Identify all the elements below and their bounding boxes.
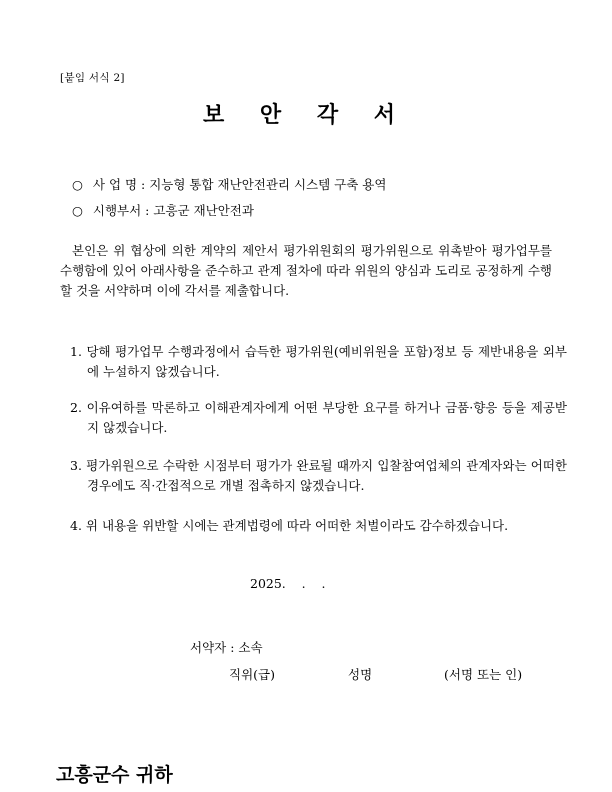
info-department-text: 시행부서 : 고흥군 재난안전과	[92, 203, 254, 218]
document-title: 보 안 각 서	[203, 103, 409, 128]
signer-position: 직위(급)	[229, 667, 275, 682]
signer-seal: (서명 또는 인)	[444, 667, 523, 682]
circle-bullet-icon: ○	[72, 177, 83, 192]
pledge-item-1: 1. 당해 평가업무 수행과정에서 습득한 평가위원(예비위원을 포함)정보 등 제반내용을 외부에 누설하지 않겠습니다.	[70, 344, 567, 379]
circle-bullet-icon: ○	[72, 203, 83, 218]
signer-affiliation: 서약자 : 소속	[190, 640, 263, 655]
info-department	[72, 201, 254, 219]
intro-paragraph: 본인은 위 협상에 의한 계약의 제안서 평가위원회의 평가위원으로 위촉받아 평가업무를 수행함에 있어 아래사항을 준수하고 관계 절차에 따라 위원의 양심과 도리로 공정하게 수행할 것을 서약하며 이에 각서를 제출합니다.	[60, 243, 552, 298]
addressee: 고흥군수 귀하	[56, 764, 173, 786]
info-project-text: 사 업 명 : 지능형 통합 재난안전관리 시스템 구축 용역	[92, 177, 387, 192]
pledge-item-3: 3. 평가위원으로 수락한 시점부터 평가가 완료될 때까지 입찰참여업체의 관계자와는 어떠한 경우에도 직·간접적으로 개별 접촉하지 않겠습니다.	[70, 458, 567, 493]
pledge-item-4: 4. 위 내용을 위반할 시에는 관계법령에 따라 어떠한 처벌이라도 감수하겠습니다.	[70, 518, 509, 533]
date-line: 2025. . .	[250, 576, 326, 591]
pledge-item-2: 2. 이유여하를 막론하고 이해관계자에게 어떤 부당한 요구를 하거나 금품·향응 등을 제공받지 않겠습니다.	[70, 400, 567, 435]
info-project-name	[72, 175, 386, 193]
attachment-label: [붙임 서식 2]	[60, 72, 125, 84]
signer-name: 성명	[348, 667, 373, 682]
